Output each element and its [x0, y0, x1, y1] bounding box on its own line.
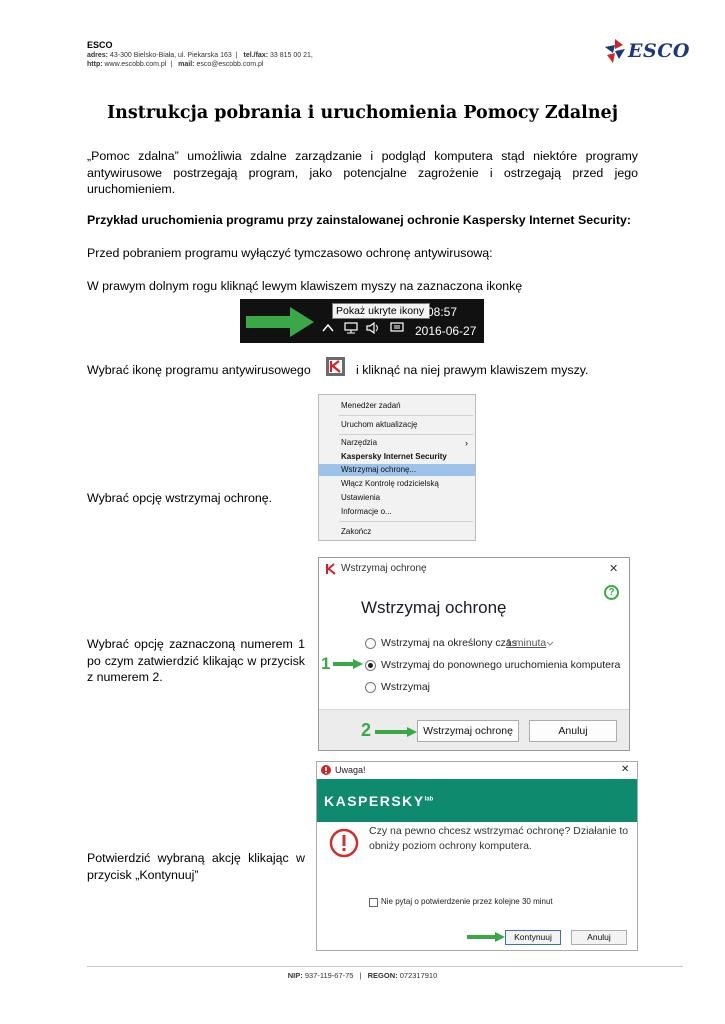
- kaspersky-logo: [324, 793, 433, 809]
- kaspersky-k-icon: [326, 357, 345, 376]
- radio-pause-timed-label: Wstrzymaj na określony czas: [381, 637, 517, 649]
- chevron-up-icon[interactable]: [322, 323, 334, 332]
- address: 43-300 Bielsko-Biała, ul. Piekarska 163: [109, 52, 232, 59]
- dialog-window-title: Uwaga!: [335, 765, 366, 775]
- nip-value: 937-119-67-75: [304, 971, 354, 980]
- action-center-icon[interactable]: [390, 322, 404, 334]
- confirm-message: Czy na pewno chcesz wstrzymać ochronę? Działanie to obniży poziom ochrony komputera.: [369, 825, 629, 852]
- kaspersky-context-menu: [318, 394, 476, 541]
- menu-item-task-manager[interactable]: Menedżer zadań: [341, 401, 401, 410]
- radio-pause-manual-label: Wstrzymaj: [381, 681, 430, 693]
- step-marker-1: 1: [321, 654, 331, 673]
- esco-logo: [603, 37, 690, 65]
- radio-pause-until-restart[interactable]: [365, 660, 376, 671]
- dialog-titlebar: [317, 762, 638, 779]
- close-icon[interactable]: ✕: [609, 563, 619, 575]
- step-select-antivirus-before: Wybrać ikonę programu antywirusowego: [87, 363, 311, 377]
- http-label: http:: [87, 61, 103, 68]
- network-icon[interactable]: [344, 322, 358, 334]
- dialog-heading: Wstrzymaj ochronę: [361, 598, 507, 617]
- example-heading: Przykład uruchomienia programu przy zainstalowanej ochronie Kaspersky Internet Security:: [87, 213, 631, 227]
- error-icon: [329, 828, 359, 858]
- cancel-button[interactable]: Anuluj: [529, 720, 617, 742]
- step-click-tray-icon: W prawym dolnym rogu kliknąć lewym klawiszem myszy na zaznaczona ikonkę: [87, 279, 523, 293]
- header-address-line: adres: 43-300 Bielsko-Biała, ul. Piekarska 163 | tel./fax: 33 815 00 21,: [87, 52, 313, 59]
- logo-text: ESCO: [628, 40, 690, 62]
- menu-separator: [339, 434, 473, 435]
- radio-pause-until-restart-label: Wstrzymaj do ponownego uruchomienia komputera: [381, 659, 621, 671]
- step-choose-option: Wybrać opcję zaznaczoną numerem 1 po czym zatwierdzić klikając w przycisk z numerem 2.: [87, 637, 305, 684]
- header-company: ESCO: [87, 40, 113, 50]
- page-title: Instrukcja pobrania i uruchomienia Pomocy Zdalnej: [106, 103, 619, 123]
- green-arrow-icon: [333, 659, 363, 669]
- website-link[interactable]: www.escobb.com.pl: [104, 61, 167, 68]
- help-icon[interactable]: ?: [604, 585, 619, 600]
- taskbar-date: 2016-06-27: [415, 324, 477, 338]
- kaspersky-logo-suffix: lab: [424, 796, 434, 803]
- menu-item-parental-control[interactable]: Włącz Kontrolę rodzicielską: [341, 479, 439, 488]
- dialog-window-title: Wstrzymaj ochronę: [341, 563, 427, 574]
- continue-button[interactable]: Kontynuuj: [505, 930, 561, 945]
- menu-item-run-update[interactable]: Uruchom aktualizację: [341, 420, 418, 429]
- chevron-down-icon: [546, 641, 554, 647]
- menu-item-about[interactable]: Informacje o...: [341, 507, 392, 516]
- dont-ask-checkbox-label: Nie pytaj o potwierdzenie przez kolejne 30 minut: [381, 897, 553, 906]
- close-icon[interactable]: ✕: [621, 764, 630, 775]
- step-marker-2: 2: [361, 720, 372, 740]
- menu-item-pause-protection[interactable]: Wstrzymaj ochronę...: [319, 464, 475, 476]
- menu-item-settings[interactable]: Ustawienia: [341, 493, 381, 502]
- warning-icon: [321, 765, 331, 775]
- show-hidden-icons-tooltip: Pokaż ukryte ikony: [332, 303, 430, 319]
- radio-pause-timed[interactable]: [365, 638, 376, 649]
- email-link[interactable]: esco@escobb.com.pl: [196, 61, 264, 68]
- nip-label: NIP:: [287, 971, 303, 980]
- header-contact-line: http: www.escobb.com.pl | mail: esco@escobb.com.pl: [87, 61, 264, 68]
- dialog-titlebar: [319, 558, 630, 580]
- radio-pause-manual[interactable]: [365, 682, 376, 693]
- menu-separator: [339, 415, 473, 416]
- dialog-footer: [319, 709, 630, 751]
- pause-protection-button[interactable]: Wstrzymaj ochronę: [417, 720, 519, 742]
- cancel-button[interactable]: Anuluj: [571, 930, 627, 945]
- phone: 33 815 00 21,: [270, 52, 313, 59]
- kaspersky-k-icon: [325, 563, 337, 575]
- menu-separator: [339, 521, 473, 522]
- esco-logo-icon: [603, 37, 629, 65]
- page-footer: NIP: 937-119-67-75 | REGON: 072317910: [287, 971, 438, 980]
- phone-label: tel./fax:: [243, 52, 269, 59]
- kaspersky-brand-bar: [317, 779, 638, 822]
- step-select-antivirus-after: i kliknąć na niej prawym klawiszem myszy.: [356, 363, 589, 377]
- menu-item-kaspersky-header: Kaspersky Internet Security: [341, 452, 447, 461]
- menu-item-exit[interactable]: Zakończ: [341, 527, 372, 536]
- step-confirm-continue: Potwierdzić wybraną akcję klikając w przycisk „Kontynuuj”: [87, 851, 305, 882]
- address-label: adres:: [87, 52, 109, 59]
- green-arrow-icon: [375, 727, 417, 737]
- intro-paragraph: „Pomoc zdalna” umożliwia zdalne zarządzanie i podgląd komputera stąd niektóre programy antywirusowe postrzegają program, jako potencjalne zagrożenie i ostrzegają przed jego uruchomieniem.: [87, 149, 638, 196]
- kaspersky-logo-text: KASPERSKY: [324, 793, 425, 809]
- kaspersky-tray-icon[interactable]: [326, 357, 345, 376]
- step-disable-antivirus: Przed pobraniem programu wyłączyć tymczasowo ochronę antywirusową:: [87, 246, 493, 260]
- duration-select[interactable]: 1 minuta: [506, 637, 547, 649]
- footer-divider: [87, 966, 683, 967]
- taskbar-time: 08:57: [427, 305, 458, 319]
- regon-label: REGON:: [367, 971, 398, 980]
- green-arrow-icon: [246, 305, 316, 339]
- submenu-arrow-icon: ›: [465, 438, 468, 448]
- pause-protection-dialog: [318, 557, 630, 751]
- mail-label: mail:: [178, 61, 195, 68]
- green-arrow-icon: [467, 932, 505, 942]
- step-select-pause: Wybrać opcję wstrzymaj ochronę.: [87, 491, 273, 505]
- confirm-dialog: [316, 761, 638, 951]
- menu-item-tools[interactable]: Narzędzia: [341, 438, 378, 447]
- taskbar-screenshot: [240, 299, 484, 343]
- regon-value: 072317910: [399, 971, 438, 980]
- dont-ask-checkbox[interactable]: [369, 898, 378, 907]
- volume-icon[interactable]: [366, 322, 380, 334]
